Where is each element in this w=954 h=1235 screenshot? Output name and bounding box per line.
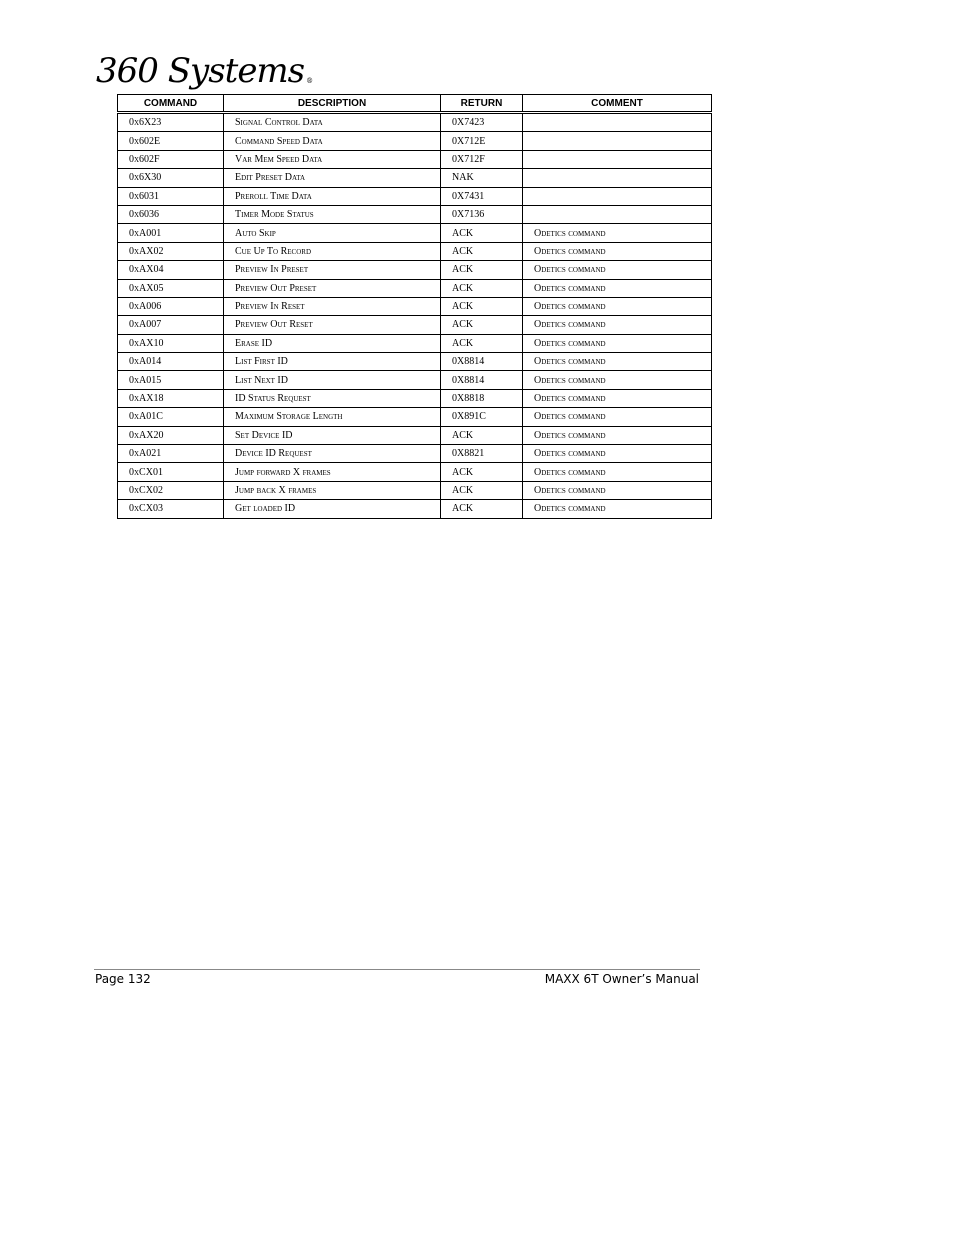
cell-return: 0X891C xyxy=(441,408,523,426)
cell-command: 0xCX02 xyxy=(118,481,224,499)
cell-comment: Odetics command xyxy=(523,463,712,481)
cell-command: 0xA01C xyxy=(118,408,224,426)
cell-comment: Odetics command xyxy=(523,389,712,407)
table-row xyxy=(118,205,712,223)
cell-command: 0xAX02 xyxy=(118,242,224,260)
cell-comment: Odetics command xyxy=(523,481,712,499)
cell-description: Var Mem Speed Data xyxy=(224,150,441,168)
cell-command: 0xAX05 xyxy=(118,279,224,297)
cell-return: 0X8814 xyxy=(441,371,523,389)
registered-mark: ® xyxy=(306,77,313,85)
page-number: Page 132 xyxy=(95,972,151,986)
cell-description: Preview Out Preset xyxy=(224,279,441,297)
cell-command: 0xAX20 xyxy=(118,426,224,444)
cell-comment: Odetics command xyxy=(523,334,712,352)
cell-description: Set Device ID xyxy=(224,426,441,444)
table-row xyxy=(118,224,712,242)
table-row xyxy=(118,500,712,518)
cell-command: 0xA007 xyxy=(118,316,224,334)
table-row xyxy=(118,353,712,371)
manual-title: MAXX 6T Owner’s Manual xyxy=(544,972,699,986)
cell-command: 0x6X30 xyxy=(118,169,224,187)
header-return: RETURN xyxy=(441,95,523,113)
cell-comment: Odetics command xyxy=(523,371,712,389)
cell-comment xyxy=(523,132,712,150)
cell-description: Command Speed Data xyxy=(224,132,441,150)
cell-command: 0xCX01 xyxy=(118,463,224,481)
table-row xyxy=(118,169,712,187)
table-row xyxy=(118,132,712,150)
cell-description: ID Status Request xyxy=(224,389,441,407)
cell-comment: Odetics command xyxy=(523,353,712,371)
cell-description: Auto Skip xyxy=(224,224,441,242)
table-row xyxy=(118,426,712,444)
cell-command: 0x6X23 xyxy=(118,113,224,132)
company-logo xyxy=(96,50,313,92)
table-row xyxy=(118,481,712,499)
cell-description: Device ID Request xyxy=(224,445,441,463)
table-row xyxy=(118,408,712,426)
cell-command: 0x602F xyxy=(118,150,224,168)
table-row xyxy=(118,297,712,315)
cell-command: 0xA006 xyxy=(118,297,224,315)
table-row xyxy=(118,113,712,132)
cell-description: Signal Control Data xyxy=(224,113,441,132)
cell-command: 0xAX04 xyxy=(118,261,224,279)
cell-comment xyxy=(523,205,712,223)
header-comment: COMMENT xyxy=(523,95,712,113)
cell-return: ACK xyxy=(441,426,523,444)
cell-description: Preview In Preset xyxy=(224,261,441,279)
cell-description: Cue Up To Record xyxy=(224,242,441,260)
cell-comment: Odetics command xyxy=(523,500,712,518)
cell-comment: Odetics command xyxy=(523,224,712,242)
table-row xyxy=(118,334,712,352)
cell-comment: Odetics command xyxy=(523,445,712,463)
cell-comment xyxy=(523,113,712,132)
cell-comment: Odetics command xyxy=(523,261,712,279)
header-description: DESCRIPTION xyxy=(224,95,441,113)
cell-return: ACK xyxy=(441,279,523,297)
cell-return: ACK xyxy=(441,463,523,481)
command-table xyxy=(117,94,712,519)
table-row xyxy=(118,371,712,389)
table-row xyxy=(118,261,712,279)
cell-command: 0xA014 xyxy=(118,353,224,371)
cell-return: 0X712E xyxy=(441,132,523,150)
cell-command: 0x602E xyxy=(118,132,224,150)
cell-comment: Odetics command xyxy=(523,426,712,444)
cell-comment xyxy=(523,169,712,187)
table-row xyxy=(118,445,712,463)
logo-text: 360 Systems ® xyxy=(96,51,313,91)
table-row xyxy=(118,150,712,168)
cell-description: Edit Preset Data xyxy=(224,169,441,187)
cell-command: 0xCX03 xyxy=(118,500,224,518)
cell-description: Preroll Time Data xyxy=(224,187,441,205)
cell-description: Get loaded ID xyxy=(224,500,441,518)
cell-comment: Odetics command xyxy=(523,297,712,315)
cell-return: ACK xyxy=(441,481,523,499)
cell-return: ACK xyxy=(441,334,523,352)
cell-description: Jump forward X frames xyxy=(224,463,441,481)
cell-command: 0xA001 xyxy=(118,224,224,242)
cell-return: ACK xyxy=(441,500,523,518)
cell-return: 0X7136 xyxy=(441,205,523,223)
cell-comment: Odetics command xyxy=(523,316,712,334)
cell-command: 0x6036 xyxy=(118,205,224,223)
table-row xyxy=(118,389,712,407)
cell-description: Timer Mode Status xyxy=(224,205,441,223)
footer-divider xyxy=(94,969,700,970)
cell-comment xyxy=(523,150,712,168)
cell-command: 0xAX18 xyxy=(118,389,224,407)
cell-description: Jump back X frames xyxy=(224,481,441,499)
cell-command: 0xA021 xyxy=(118,445,224,463)
cell-return: ACK xyxy=(441,297,523,315)
cell-return: 0X8814 xyxy=(441,353,523,371)
cell-description: List Next ID xyxy=(224,371,441,389)
cell-comment xyxy=(523,187,712,205)
table-body xyxy=(118,113,712,519)
table-row xyxy=(118,463,712,481)
table-header-row xyxy=(118,95,712,113)
table-row xyxy=(118,187,712,205)
cell-description: Maximum Storage Length xyxy=(224,408,441,426)
cell-return: 0X712F xyxy=(441,150,523,168)
cell-command: 0xA015 xyxy=(118,371,224,389)
cell-return: 0X8821 xyxy=(441,445,523,463)
cell-comment: Odetics command xyxy=(523,279,712,297)
cell-return: 0X7431 xyxy=(441,187,523,205)
cell-return: ACK xyxy=(441,316,523,334)
cell-return: 0X8818 xyxy=(441,389,523,407)
cell-comment: Odetics command xyxy=(523,408,712,426)
cell-description: Preview Out Reset xyxy=(224,316,441,334)
cell-return: ACK xyxy=(441,261,523,279)
cell-command: 0x6031 xyxy=(118,187,224,205)
cell-return: ACK xyxy=(441,242,523,260)
table-row xyxy=(118,242,712,260)
header-command: COMMAND xyxy=(118,95,224,113)
cell-comment: Odetics command xyxy=(523,242,712,260)
cell-description: List First ID xyxy=(224,353,441,371)
cell-command: 0xAX10 xyxy=(118,334,224,352)
table-row xyxy=(118,316,712,334)
cell-return: NAK xyxy=(441,169,523,187)
cell-return: ACK xyxy=(441,224,523,242)
cell-description: Preview In Reset xyxy=(224,297,441,315)
cell-description: Erase ID xyxy=(224,334,441,352)
table-row xyxy=(118,279,712,297)
cell-return: 0X7423 xyxy=(441,113,523,132)
